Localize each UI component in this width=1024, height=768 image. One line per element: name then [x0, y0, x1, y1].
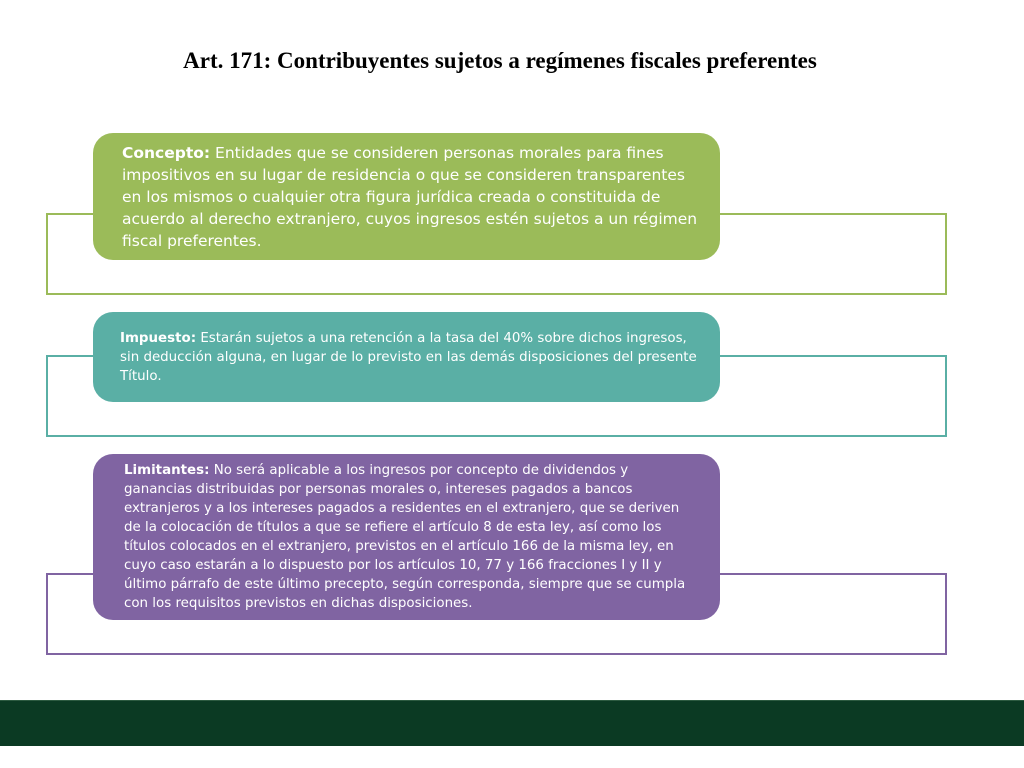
impuesto-box	[93, 312, 720, 402]
limitantes-text	[124, 461, 700, 613]
impuesto-body: Estarán sujetos a una retención a la tasa del 40% sobre dichos ingresos, sin deducción alguna, en lugar de lo previsto en las demás disposiciones del presente Título.	[120, 330, 697, 384]
concepto-label: Concepto:	[122, 143, 211, 162]
limitantes-box	[93, 454, 720, 620]
impuesto-label: Impuesto:	[120, 330, 197, 346]
impuesto-text	[120, 329, 700, 386]
slide-title: Art. 171: Contribuyentes sujetos a regímenes fiscales preferentes	[183, 48, 817, 73]
limitantes-body: No será aplicable a los ingresos por concepto de dividendos y ganancias distribuidas por personas morales o, intereses pagados a bancos extranjeros y a los intereses pagados a residentes en el extranjero, que se deriven de la colocación de títulos a que se refiere el artículo 8 de esta ley, así como los títulos colocados en el extranjero, previstos en el artículo 166 de la misma ley, en cuyo caso estarán a lo dispuesto por los artículos 10, 77 y 166 fracciones I y II y último párrafo de este último precepto, según corresponda, siempre que se cumpla con los requisitos previstos en dichas disposiciones.	[124, 463, 686, 611]
concepto-body: Entidades que se consideren personas morales para fines impositivos en su lugar de residencia o que se consideren transparentes en los mismos o cualquier otra figura jurídica creada o constituida de acuerdo al derecho extranjero, cuyos ingresos estén sujetos a un régimen fiscal preferentes.	[122, 143, 698, 250]
concepto-text	[122, 142, 700, 252]
limitantes-label: Limitantes:	[124, 463, 210, 478]
footer-bar	[0, 700, 1024, 746]
concepto-box	[93, 133, 720, 260]
